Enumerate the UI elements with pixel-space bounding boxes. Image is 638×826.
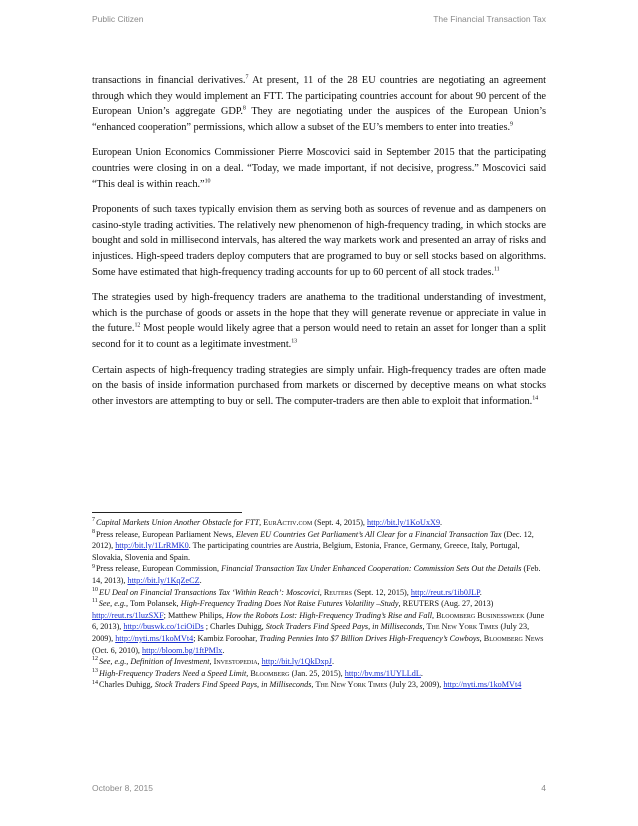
footnote-reference: 8 xyxy=(242,105,246,112)
footnote-number: 10 xyxy=(92,586,98,593)
footnote-reference: 9 xyxy=(510,121,513,128)
footnote-title: EU Deal on Financial Transactions Tax ‘Within Reach’: Moscovici xyxy=(99,587,320,597)
footnote-text: . The participating countries are Austria, Belgium, Estonia, France, Germany, Greece, Italy, Portugal, Slovakia, Slovenia and Spain. xyxy=(92,541,520,562)
footnote-text: . xyxy=(331,657,334,667)
footnote-link[interactable]: http://reut.rs/1ib0JLP xyxy=(410,587,480,597)
body-paragraph xyxy=(92,202,546,280)
footnote-9 xyxy=(92,563,546,586)
footnote-reference: 12 xyxy=(134,322,141,329)
footnote-link[interactable]: http://bit.ly/1LrRMK0 xyxy=(115,541,189,551)
footnote-text: , xyxy=(311,680,316,690)
footnote-text: Press release, European Commission, xyxy=(96,564,222,574)
footnote-link[interactable]: http://bloom.bg/1ftPMlx xyxy=(142,645,223,655)
footnote-publication: Bloomberg xyxy=(250,668,290,678)
footnote-text: , xyxy=(209,657,214,667)
footnote-8 xyxy=(92,529,546,564)
footnote-link[interactable]: http://nyti.ms/1koMVt4 xyxy=(115,633,194,643)
footnote-divider xyxy=(92,512,242,513)
footnote-reference: 7 xyxy=(245,74,249,81)
footnote-7 xyxy=(92,517,546,529)
footnote-link[interactable]: http://bit.ly/1KqZeCZ xyxy=(127,575,200,585)
page-footer xyxy=(92,783,546,793)
footnote-text: , xyxy=(246,668,251,678)
footnote-title: High-Frequency Trading Does Not Raise Futures Volatility –Study xyxy=(180,599,399,609)
footnote-publication: The New York Times xyxy=(426,622,499,632)
footnote-text: (Dec. 12, 2012), xyxy=(92,529,534,551)
footnote-publication: The New York Times xyxy=(315,680,388,690)
footnote-title: Trading Pennies Into $7 Billion Drives High-Frequency’s Cowboys xyxy=(259,633,480,643)
footnote-text: ; Kambiz Foroohar, xyxy=(193,633,260,643)
body-paragraph xyxy=(92,290,546,352)
paragraph-text: At present, 11 of the 28 EU countries are negotiating an agreement through which they would implement an FTT. The participating countries account for about 90 percent of the European Union’s aggregate GDP. xyxy=(92,75,546,118)
footnote-title: How the Robots Lost: High-Frequency Trading’s Rise and Fall xyxy=(225,610,433,620)
footnote-title: See, e.g., Definition of Investment xyxy=(99,657,210,667)
footnote-14 xyxy=(92,679,546,691)
footnote-text: (Jan. 25, 2015), xyxy=(289,668,345,678)
paragraph-text: Most people would likely agree that a person would need to retain an asset for longer than a split second for it to count as a legitimate investment. xyxy=(92,323,546,350)
footnote-publication: Bloomberg News xyxy=(483,633,544,643)
footnotes xyxy=(92,517,546,691)
footnote-publication: Investopedia xyxy=(213,657,258,667)
footnote-text: , xyxy=(422,622,427,632)
footnote-title: Financial Transaction Tax Under Enhanced Cooperation: Commission Sets Out the Details xyxy=(221,564,522,574)
footnote-number: 9 xyxy=(92,563,95,570)
footnote-reference: 11 xyxy=(493,266,500,273)
header-document-title: The Financial Transaction Tax xyxy=(433,14,546,24)
paragraph-text: European Union Economics Commissioner Pierre Moscovici said in September 2015 that the participating countries were closing in on a deal. “Today, we made important, if not decisive, progress.” Moscovici said “This deal is within reach.” xyxy=(92,147,546,190)
paragraph-text: The strategies used by high-frequency traders are anathema to the traditional understanding of investment, which is the purchase of goods or assets in the hope that they will generate revenue or appreciate in value in the future. xyxy=(92,292,546,335)
header-organization: Public Citizen xyxy=(92,14,144,24)
footnote-link[interactable]: http://bv.ms/1UYLLdL xyxy=(344,668,421,678)
footnote-text: (July 23, 2009), xyxy=(387,680,444,690)
footnote-link[interactable]: http://buswk.co/1ciOiDs xyxy=(123,622,204,632)
body-text xyxy=(92,73,546,419)
body-paragraph xyxy=(92,145,546,192)
footnote-text: . xyxy=(440,518,443,527)
footnote-title: See, e.g., xyxy=(98,599,129,609)
footnote-text: . xyxy=(199,575,202,585)
footnote-text: Tom Polansek, xyxy=(128,599,181,609)
footnote-title: High-Frequency Traders Need a Speed Limit xyxy=(99,668,247,678)
footnote-text: (June 6, 2013), xyxy=(92,610,545,632)
footnote-title: Stock Traders Find Speed Pays, in Milliseconds xyxy=(265,622,423,632)
footnote-text: , xyxy=(432,610,437,620)
footnote-text: . xyxy=(479,587,482,597)
footnote-reference: 10 xyxy=(204,178,211,185)
footnote-title: Capital Markets Union Another Obstacle for FTT xyxy=(96,518,260,527)
footnote-text: , xyxy=(257,657,262,667)
footnote-publication: Reuters xyxy=(323,587,352,597)
paragraph-text: Certain aspects of high-frequency trading strategies are simply unfair. High-frequency trades are often made on the basis of inside information purchased from markets or discerned by deceptive means on what stocks other investors are attempting to buy or sell. The computer-traders are then able to exploit that information. xyxy=(92,364,546,407)
footnote-text: (Sept. 4, 2015), xyxy=(312,518,368,527)
paragraph-text: transactions in financial derivatives. xyxy=(92,75,246,86)
footnote-link[interactable]: http://nyti.ms/1koMVt4 xyxy=(443,680,522,690)
footnote-text: ; Charles Duhigg, xyxy=(203,622,266,632)
footnote-number: 12 xyxy=(92,656,98,663)
footnote-13 xyxy=(92,668,546,680)
footnote-number: 13 xyxy=(92,667,98,674)
page-number: 4 xyxy=(541,783,546,793)
footnote-number: 11 xyxy=(92,598,98,605)
footnote-text: , xyxy=(479,633,484,643)
footnote-text: , xyxy=(259,518,264,527)
footnote-text: (Oct. 6, 2010), xyxy=(92,645,143,655)
footnote-text: (Feb. 14, 2013), xyxy=(92,564,541,585)
footnote-text: (Sept. 12, 2015), xyxy=(351,587,411,597)
footnote-title: Stock Traders Find Speed Pays, in Milliseconds xyxy=(154,680,312,690)
footnote-text: . xyxy=(222,645,225,655)
footnote-link[interactable]: http://reut.rs/1luzSXF xyxy=(92,610,164,620)
footnote-title: Eleven EU Countries Get Parliament’s All Clear for a Financial Transaction Tax xyxy=(235,529,502,539)
footnote-10 xyxy=(92,587,546,599)
footnote-text: Charles Duhigg, xyxy=(99,680,155,690)
footnote-text: , xyxy=(319,587,324,597)
footnote-text: ; Matthew Philips, xyxy=(163,610,226,620)
footnote-number: 8 xyxy=(92,528,95,535)
footnote-publication: EurActiv.com xyxy=(263,518,313,527)
footnote-number: 14 xyxy=(92,679,98,686)
footnote-text: , REUTERS (Aug. 27, 2013) xyxy=(398,599,494,609)
footnote-12 xyxy=(92,656,546,668)
footnote-text: (July 23, 2009), xyxy=(92,622,530,643)
footnote-text: . xyxy=(420,668,423,678)
footnote-reference: 14 xyxy=(532,395,539,402)
footnote-link[interactable]: http://bit.ly/1QkDxpJ xyxy=(261,657,332,667)
page-header xyxy=(92,14,546,24)
footer-date: October 8, 2015 xyxy=(92,783,153,793)
footnote-11 xyxy=(92,598,546,656)
body-paragraph xyxy=(92,363,546,410)
footnote-link[interactable]: http://bit.ly/1KoUxX9 xyxy=(367,518,441,527)
footnote-publication: Bloomberg Businessweek xyxy=(436,610,525,620)
paragraph-text: Proponents of such taxes typically envision them as serving both as sources of revenue and as dampeners on casino-style trading activities. The relatively new phenomenon of high-frequency trading, in which stocks are bought and sold in millisecond intervals, has altered the way markets work and presented an array of risks and injustices. High-speed traders deploy computers that are programed to buy or sell stocks based on algorithms. Some have estimated that high-frequency trading accounts for up to 60 percent of all stock trades. xyxy=(92,204,546,278)
footnote-number: 7 xyxy=(92,517,95,524)
paragraph-text: They are negotiating under the auspices of the European Union’s “enhanced cooperation” permissions, which allow a subset of the EU’s members to enter into treaties. xyxy=(92,106,546,133)
body-paragraph xyxy=(92,73,546,135)
footnote-text: Press release, European Parliament News, xyxy=(96,529,236,539)
footnote-reference: 13 xyxy=(291,338,298,345)
